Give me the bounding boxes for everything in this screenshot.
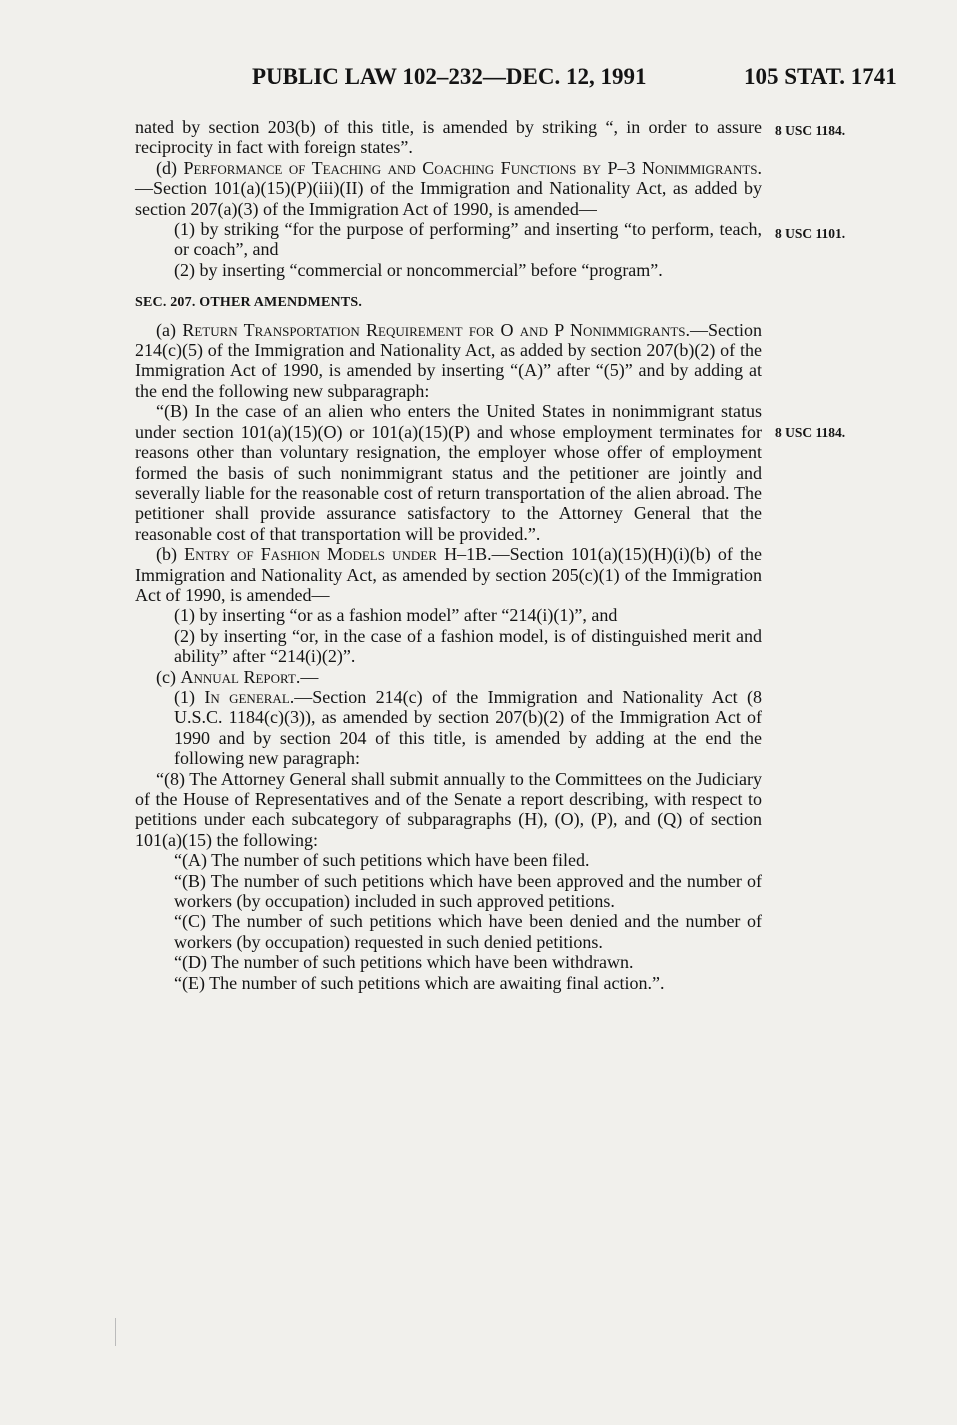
subsection-d: (d) Performance of Teaching and Coaching Functions by P–3 Nonimmigrants.—Section 101(a)(15)(P)(iii)(II) of the Immigration and Nationality Act, as added by section 207(a)(3) of the Immigration Act of 1990, is amended—: [135, 157, 763, 219]
quoted-paragraph-8: “(8) The Attorney General shall submit annually to the Committees on the Judiciary of the House of Representatives and of the Senate a report describing, with respect to petitions under each subcategory of subparagraphs (H), (O), (P), and (Q) of section 101(a)(15) the following:: [135, 768, 762, 850]
quoted-subparagraph-b: “(B) In the case of an alien who enters the United States in nonimmigrant status under section 101(a)(15)(O) or 101(a)(15)(P) and whose employment terminates for reasons other than voluntary resignation, the employer whose offer of employment formed the basis of such nonimmigrant status and the petitioner are jointly and severally liable for the reasonable cost of return transportation of the alien abroad. The petitioner shall provide assurance satisfactory to the Attorney General that the reasonable cost of that transportation will be provided.”.: [135, 401, 762, 544]
header-page-number: 105 STAT. 1741: [744, 64, 897, 89]
paragraph: nated by section 203(b) of this title, is amended by striking “, in order to assure reciprocity in fact with foreign states”.: [135, 117, 762, 158]
quoted-item-a: “(A) The number of such petitions which have been filed.: [174, 850, 590, 871]
subsection-b: (b) Entry of Fashion Models under H–1B.—Section 101(a)(15)(H)(i)(b) of the Immigration and Nationality Act, as amended by section 205(c)(1) of the Immigration Act of 1990, is amended—: [135, 544, 763, 605]
paragraph-d1: (1) by striking “for the purpose of performing” and inserting “to perform, teach, or coach”, and: [174, 219, 762, 260]
subsection-heading: Return Transportation Requirement for O and P Nonimmigrants.: [182, 319, 690, 340]
quoted-item-d: “(D) The number of such petitions which have been withdrawn.: [174, 952, 634, 973]
document-body: [135, 117, 762, 993]
paragraph-b2: (2) by inserting “or, in the case of a fashion model, is of distinguished merit and ability” after “214(i)(2)”.: [174, 625, 762, 667]
quoted-item-c: “(C) The number of such petitions which have been denied and the number of workers (by occupation) requested in such denied petitions.: [174, 911, 762, 952]
quoted-item-b: “(B) The number of such petitions which have been approved and the number of workers (by occupation) included in such approved petitions.: [174, 870, 762, 912]
paragraph-d2: (2) by inserting “commercial or noncommercial” before “program”.: [174, 259, 663, 280]
section-heading: SEC. 207. OTHER AMENDMENTS.: [135, 295, 363, 311]
paragraph-b1: (1) by inserting “or as a fashion model” after “214(i)(1)”, and: [174, 605, 618, 626]
paragraph-heading: In general.: [204, 686, 295, 707]
subsection-a: (a) Return Transportation Requirement for O and P Nonimmigrants.—Section 214(c)(5) of the Immigration and Nationality Act, as added by section 207(b)(2) of the Immigration Act of 1990, is amended by inserting “(A)” after “(5)” and by adding at the end the following new subparagraph:: [135, 319, 762, 401]
margin-note: 8 USC 1184.: [775, 425, 846, 440]
subsection-heading: Annual Report.: [180, 666, 301, 687]
subsection-c: (c) Annual Report.—: [156, 666, 319, 687]
subsection-heading: Entry of Fashion Models under H–1B.: [184, 544, 492, 565]
quoted-item-e: “(E) The number of such petitions which are awaiting final action.”.: [174, 972, 665, 993]
paragraph-c1: (1) In general.—Section 214(c) of the Immigration and Nationality Act (8 U.S.C. 1184(c)(3)), as amended by section 207(b)(2) of the Immigration Act of 1990 and by section 204 of this title, is amended by adding at the end the following new paragraph:: [174, 686, 763, 769]
margin-note: 8 USC 1101.: [775, 226, 846, 241]
subsection-heading: Performance of Teaching and Coaching Functions by P–3 Nonimmigrants.: [183, 157, 763, 178]
margin-note: 8 USC 1184.: [775, 123, 846, 138]
scan-mark: [115, 1318, 116, 1346]
header-title: PUBLIC LAW 102–232—DEC. 12, 1991: [252, 64, 647, 89]
